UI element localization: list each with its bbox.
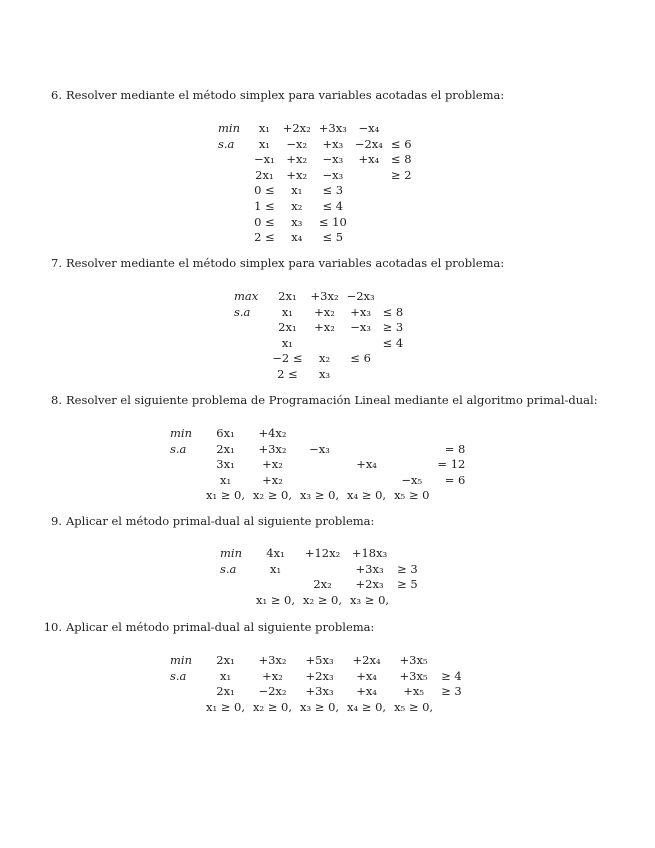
term-cell: x₁ — [258, 121, 270, 135]
problem-number: 8. — [51, 393, 62, 407]
constraint-row — [214, 152, 416, 168]
term-cell: x₃ — [291, 214, 303, 229]
term-cell: x₄ — [291, 230, 303, 245]
problem-text: Aplicar el método primal-dual al siguiente problema: — [66, 514, 375, 528]
constraint-row — [214, 168, 416, 184]
constraint-row — [216, 577, 422, 593]
term-cell: x₂ ≥ 0, — [253, 488, 293, 503]
term-cell: x₄ ≥ 0, — [347, 488, 387, 503]
term-cell: +3x₃ — [318, 121, 347, 135]
term-cell: 2x₁ — [278, 320, 297, 335]
row-label — [214, 152, 250, 168]
term-cell: +x₂ — [314, 304, 335, 319]
problem-text: Aplicar el método primal-dual al siguiente problema: — [66, 620, 375, 634]
term-cell: 2x₁ — [216, 684, 235, 699]
problem-text: Resolver el siguiente problema de Programación Lineal mediante el algoritmo primal-dual: — [66, 393, 598, 407]
constraint-row — [230, 367, 407, 383]
row-label: min — [170, 653, 192, 667]
row-label: s.a — [234, 304, 251, 319]
term-cell: x₃ ≥ 0, — [300, 699, 340, 714]
term-cell — [437, 700, 466, 716]
term-cell: +x₄ — [358, 152, 380, 167]
term-cell: x₃ — [318, 366, 331, 381]
term-cell: 3x₁ — [216, 457, 235, 472]
term-cell: ≤ 6 — [350, 351, 371, 366]
row-label — [230, 320, 268, 336]
constraint-row — [166, 700, 466, 716]
term-cell: +3x₂ — [258, 441, 287, 456]
term-cell: x₁ — [258, 136, 270, 151]
term-cell: ≥ 3 — [397, 561, 418, 576]
term-cell — [379, 367, 408, 383]
term-cell: 2x₁ — [216, 441, 235, 456]
term-cell: ≤ 8 — [382, 304, 404, 319]
term-cell: +x₄ — [356, 684, 377, 699]
term-cell — [393, 593, 422, 609]
row-label: s.a — [220, 561, 237, 576]
row-label: s.a — [170, 668, 187, 683]
problem-text: Resolver mediante el método simplex para variables acotadas el problema: — [66, 256, 505, 270]
term-cell: +4x₂ — [258, 426, 287, 440]
term-cell: −x₃ — [350, 320, 371, 335]
term-cell — [433, 488, 469, 504]
term-cell — [393, 546, 422, 562]
constraint-row — [230, 351, 407, 367]
term-cell: +x₃ — [322, 136, 344, 151]
term-cell: x₅ ≥ 0, — [394, 699, 434, 714]
term-cell: +3x₂ — [310, 289, 339, 303]
constraint-row — [166, 442, 469, 458]
term-cell — [379, 289, 408, 305]
term-cell: +3x₂ — [258, 653, 287, 667]
term-cell: ≥ 3 — [441, 684, 462, 699]
problem-text: Resolver mediante el método simplex para variables acotadas el problema: — [66, 88, 505, 102]
term-cell: ≤ 8 — [390, 152, 412, 167]
objective-row — [214, 121, 416, 137]
objective-row — [216, 546, 422, 562]
term-cell: = 6 — [444, 472, 466, 487]
term-cell — [252, 577, 299, 593]
term-cell: x₁ ≥ 0, — [206, 488, 246, 503]
term-cell — [387, 183, 416, 199]
term-cell: −2x₄ — [354, 136, 383, 151]
term-cell: x₂ — [318, 351, 331, 366]
lp-formulation — [166, 426, 469, 504]
term-cell: +3x₃ — [355, 561, 384, 576]
term-cell — [387, 199, 416, 215]
term-cell: +5x₃ — [305, 653, 334, 667]
term-cell: +x₃ — [350, 304, 371, 319]
problem-statement — [40, 514, 374, 528]
term-cell: x₅ ≥ 0 — [394, 488, 430, 503]
term-cell: ≥ 2 — [390, 167, 412, 182]
problem-number: 9. — [51, 514, 62, 528]
term-cell: −x₃ — [322, 167, 344, 182]
term-cell: +3x₅ — [399, 668, 428, 683]
lp-formulation — [214, 121, 416, 246]
row-label: s.a — [170, 441, 187, 456]
term-cell — [343, 473, 390, 489]
row-label — [214, 215, 250, 231]
term-cell: x₁ — [281, 335, 293, 350]
term-cell: 1 ≤ — [254, 198, 275, 213]
row-label — [166, 700, 202, 716]
term-cell — [343, 426, 390, 442]
term-cell: +2x₂ — [282, 121, 311, 135]
term-cell: +2x₄ — [352, 653, 381, 667]
row-label: min — [220, 546, 242, 560]
term-cell — [343, 336, 379, 352]
term-cell: +x₂ — [262, 668, 283, 683]
term-cell: 2x₂ — [313, 577, 332, 592]
term-cell: 4x₁ — [266, 546, 285, 560]
row-label — [166, 473, 202, 489]
problem-statement — [40, 256, 504, 270]
row-label — [166, 488, 202, 504]
term-cell: +x₅ — [403, 684, 424, 699]
constraint-row — [230, 336, 407, 352]
term-cell — [351, 230, 387, 246]
term-cell: x₂ ≥ 0, — [253, 699, 293, 714]
term-cell: 0 ≤ — [254, 183, 275, 198]
term-cell: −2x₃ — [346, 289, 375, 303]
term-cell — [351, 168, 387, 184]
term-cell: x₄ ≥ 0, — [347, 699, 387, 714]
constraint-row — [216, 562, 422, 578]
term-cell: ≤ 4 — [382, 335, 404, 350]
term-cell: +x₂ — [286, 152, 308, 167]
constraint-row — [230, 305, 407, 321]
term-cell — [296, 473, 343, 489]
row-label — [166, 684, 202, 700]
term-cell — [296, 426, 343, 442]
term-cell: ≥ 4 — [441, 668, 462, 683]
row-label: min — [218, 121, 240, 135]
term-cell: x₁ — [219, 472, 232, 487]
term-cell — [390, 426, 433, 442]
term-cell: x₁ ≥ 0, — [206, 699, 246, 714]
row-label: max — [234, 289, 259, 303]
term-cell: 0 ≤ — [254, 214, 275, 229]
term-cell: −x₅ — [401, 472, 423, 487]
term-cell: x₂ — [291, 198, 303, 213]
row-label — [230, 336, 268, 352]
lp-formulation — [230, 289, 407, 383]
term-cell: 2 ≤ — [254, 230, 275, 245]
term-cell: +x₄ — [356, 668, 377, 683]
term-cell — [390, 457, 433, 473]
constraint-row — [214, 230, 416, 246]
problem-number: 6. — [51, 88, 62, 102]
term-cell — [296, 457, 343, 473]
term-cell: 2x₁ — [278, 289, 297, 303]
constraint-row — [214, 183, 416, 199]
term-cell: +2x₃ — [305, 668, 334, 683]
term-cell: −x₂ — [286, 136, 308, 151]
term-cell: x₂ ≥ 0, — [303, 592, 343, 607]
lp-formulation — [216, 546, 422, 608]
term-cell: +18x₃ — [351, 546, 388, 560]
term-cell: −x₃ — [322, 152, 344, 167]
problem-statement — [40, 620, 374, 634]
term-cell: ≤ 10 — [318, 214, 347, 229]
term-cell — [387, 230, 416, 246]
term-cell: +12x₂ — [304, 546, 341, 560]
term-cell: ≤ 4 — [322, 198, 344, 213]
term-cell: +2x₃ — [355, 577, 384, 592]
term-cell: −x₁ — [254, 152, 275, 167]
objective-row — [230, 289, 407, 305]
term-cell — [307, 336, 343, 352]
term-cell: −2 ≤ — [272, 351, 303, 366]
constraint-row — [166, 684, 466, 700]
row-label: s.a — [218, 136, 235, 151]
term-cell: x₁ — [291, 183, 303, 198]
objective-row — [166, 426, 469, 442]
term-cell — [379, 351, 408, 367]
term-cell — [387, 121, 416, 137]
term-cell: +x₂ — [286, 167, 308, 182]
term-cell: ≥ 3 — [382, 320, 404, 335]
problem-statement — [40, 88, 504, 102]
term-cell: ≤ 6 — [390, 136, 412, 151]
row-label — [214, 230, 250, 246]
constraint-row — [214, 137, 416, 153]
problem-number: 10. — [43, 620, 62, 634]
term-cell: 2x₁ — [216, 653, 235, 667]
term-cell: +3x₅ — [399, 653, 428, 667]
row-label — [230, 367, 268, 383]
term-cell — [387, 215, 416, 231]
constraint-row — [214, 215, 416, 231]
term-cell: +x₄ — [356, 457, 377, 472]
constraint-row — [230, 320, 407, 336]
constraint-row — [166, 473, 469, 489]
term-cell — [351, 183, 387, 199]
term-cell: 6x₁ — [216, 426, 235, 440]
term-cell — [351, 199, 387, 215]
term-cell: = 12 — [437, 457, 466, 472]
term-cell: +3x₃ — [305, 684, 334, 699]
term-cell: −x₄ — [358, 121, 380, 135]
objective-row — [166, 653, 466, 669]
term-cell: −2x₂ — [258, 684, 287, 699]
term-cell — [343, 442, 390, 458]
term-cell: +x₂ — [262, 472, 283, 487]
term-cell: 2 ≤ — [277, 366, 298, 381]
term-cell: x₁ ≥ 0, — [256, 592, 296, 607]
problem-number: 7. — [51, 256, 62, 270]
constraint-row — [216, 593, 422, 609]
constraint-row — [166, 457, 469, 473]
term-cell: x₃ ≥ 0, — [350, 592, 390, 607]
row-label — [216, 593, 252, 609]
row-label — [230, 351, 268, 367]
constraint-row — [214, 199, 416, 215]
term-cell — [390, 442, 433, 458]
term-cell: ≥ 5 — [397, 577, 418, 592]
term-cell: −x₃ — [309, 441, 330, 456]
row-label — [216, 577, 252, 593]
term-cell: = 8 — [444, 441, 466, 456]
term-cell — [351, 215, 387, 231]
term-cell — [299, 562, 346, 578]
term-cell — [343, 367, 379, 383]
term-cell: x₁ — [269, 561, 282, 576]
term-cell: x₁ — [219, 668, 232, 683]
problem-statement — [40, 393, 598, 407]
row-label — [214, 168, 250, 184]
term-cell: +x₂ — [314, 320, 335, 335]
term-cell: ≤ 5 — [322, 230, 344, 245]
term-cell: 2x₁ — [255, 167, 274, 182]
row-label — [214, 183, 250, 199]
term-cell: +x₂ — [262, 457, 283, 472]
term-cell — [433, 426, 469, 442]
term-cell — [437, 653, 466, 669]
term-cell: x₁ — [281, 304, 293, 319]
row-label — [166, 457, 202, 473]
term-cell: x₃ ≥ 0, — [300, 488, 340, 503]
row-label — [214, 199, 250, 215]
constraint-row — [166, 488, 469, 504]
row-label: min — [170, 426, 192, 440]
lp-formulation — [166, 653, 466, 715]
constraint-row — [166, 669, 466, 685]
term-cell: ≤ 3 — [322, 183, 344, 198]
